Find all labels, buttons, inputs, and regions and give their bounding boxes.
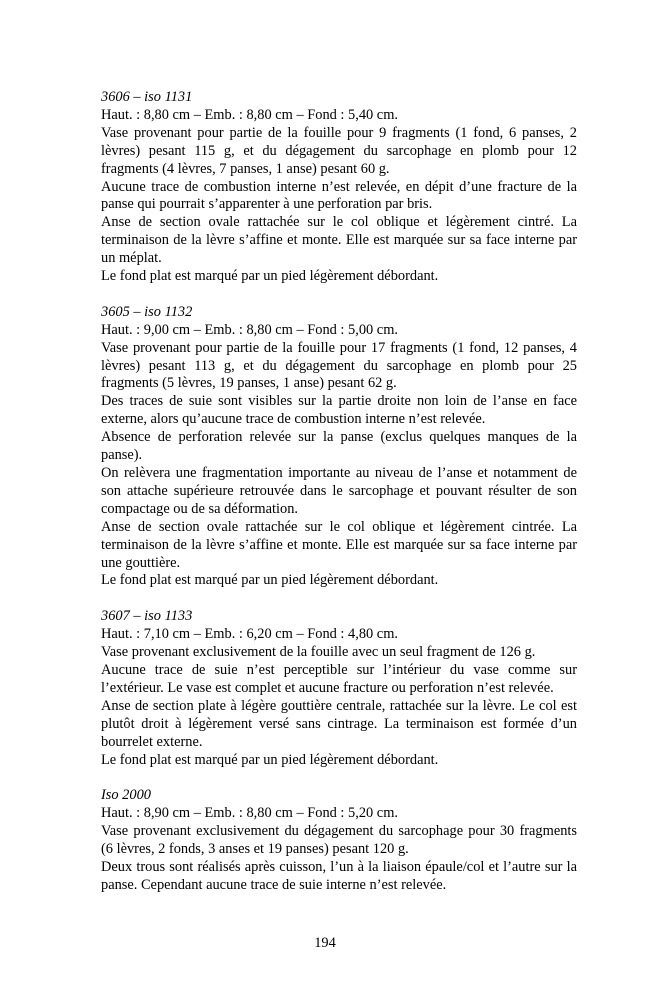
paragraph: Aucune trace de suie n’est perceptible sur l’intérieur du vase comme sur l’extérieur. Le vase est complet et aucune fracture ou perforation n’est relevée.: [101, 661, 577, 696]
entry-title: 3606 – iso 1131: [101, 89, 193, 105]
document-body: [101, 89, 577, 913]
paragraph: Le fond plat est marqué par un pied légèrement débordant.: [101, 751, 439, 768]
paragraph: Deux trous sont réalisés après cuisson, l’un à la liaison épaule/col et l’autre sur la panse. Cependant aucune trace de suie interne n’est relevée.: [101, 858, 577, 893]
paragraph: Vase provenant pour partie de la fouille pour 17 fragments (1 fond, 12 panses, 4 lèvres) pesant 113 g, et du dégagement du sarcophage en plomb pour 25 fragments (5 lèvres, 19 panses, 1 anse) pesant 62 g.: [101, 339, 577, 392]
paragraph: Vase provenant pour partie de la fouille pour 9 fragments (1 fond, 6 panses, 2 lèvres) pesant 115 g, et du dégagement du sarcophage en plomb pour 12 fragments (4 lèvres, 7 panses, 1 anse) pesant 60 g.: [101, 124, 577, 177]
dimensions-text: Haut. : 7,10 cm – Emb. : 6,20 cm – Fond : 4,80 cm.: [101, 626, 398, 643]
entry-3606: [101, 89, 577, 286]
paragraph: Le fond plat est marqué par un pied légèrement débordant.: [101, 572, 439, 589]
paragraph: Anse de section plate à légère gouttière centrale, rattachée sur la lèvre. Le col est plutôt droit à légèrement versé sans cintrage. La terminaison est formée d’un bourrelet externe.: [101, 697, 577, 750]
paragraph: Vase provenant exclusivement de la fouille avec un seul fragment de 126 g.: [101, 644, 536, 661]
paragraph: On relèvera une fragmentation importante au niveau de l’anse et notamment de son attache supérieure retrouvée dans le sarcophage et pouvant résulter de son compactage ou de sa déformation.: [101, 465, 577, 517]
paragraph: Des traces de suie sont visibles sur la partie droite non loin de l’anse en face externe, alors qu’aucune trace de combustion interne n’est relevée.: [101, 393, 577, 428]
paragraph: Absence de perforation relevée sur la panse (exclus quelques manques de la panse).: [101, 429, 577, 464]
entry-3607: [101, 608, 577, 769]
entry-iso-2000: [101, 787, 577, 894]
paragraph: Vase provenant exclusivement du dégagement du sarcophage pour 30 fragments (6 lèvres, 2 fonds, 3 anses et 19 panses) pesant 120 g.: [101, 823, 577, 858]
page-number: 194: [314, 935, 336, 951]
paragraph: Aucune trace de combustion interne n’est relevée, en dépit d’une fracture de la panse qui pourrait s’apparenter à une perforation par bris.: [101, 178, 577, 213]
dimensions-text: Haut. : 8,80 cm – Emb. : 8,80 cm – Fond : 5,40 cm.: [101, 106, 398, 123]
dimensions-text: Haut. : 9,00 cm – Emb. : 8,80 cm – Fond : 5,00 cm.: [101, 321, 398, 338]
paragraph: Le fond plat est marqué par un pied légèrement débordant.: [101, 268, 439, 285]
entry-3605: [101, 304, 577, 591]
paragraph: Anse de section ovale rattachée sur le col oblique et légèrement cintré. La terminaison de la lèvre s’affine et monte. Elle est marquée sur sa face interne par un méplat.: [101, 214, 577, 267]
dimensions-text: Haut. : 8,90 cm – Emb. : 8,80 cm – Fond : 5,20 cm.: [101, 805, 398, 822]
entry-title: 3605 – iso 1132: [101, 303, 193, 320]
entry-title: Iso 2000: [101, 787, 151, 804]
entry-title: 3607 – iso 1133: [101, 608, 193, 625]
paragraph: Anse de section ovale rattachée sur le col oblique et légèrement cintrée. La terminaison de la lèvre s’affine et monte. Elle est marquée sur sa face interne par une gouttière.: [101, 518, 577, 571]
